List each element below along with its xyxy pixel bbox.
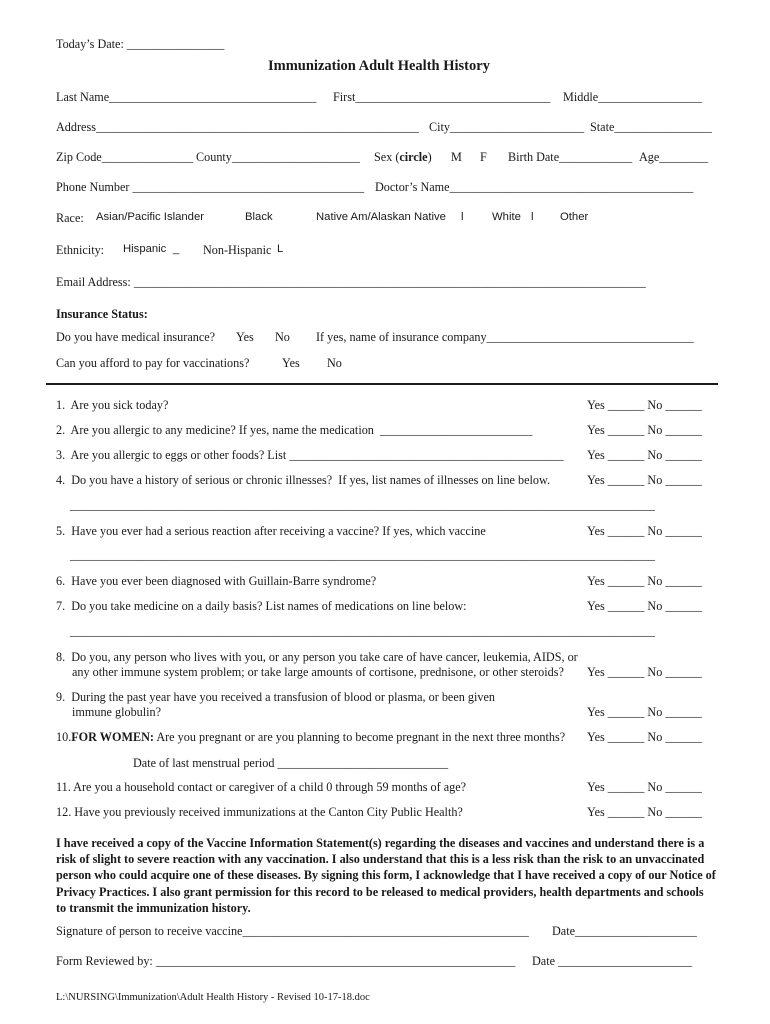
page-title: Immunization Adult Health History: [268, 58, 490, 74]
sex-option-f[interactable]: F: [480, 150, 487, 164]
medical-insurance-yes[interactable]: Yes: [236, 330, 254, 344]
sex-label-post: ): [427, 150, 432, 164]
question-2[interactable]: 2. Are you allergic to any medicine? If yes, name the medication _________________________: [56, 423, 533, 437]
question-10-for-women: FOR WOMEN:: [71, 730, 154, 744]
question-10-yes-no[interactable]: Yes ______ No ______: [587, 730, 702, 744]
question-7-answer-line[interactable]: ________________________________________________________________________________________________: [70, 624, 655, 638]
question-1: 1. Are you sick today?: [56, 398, 169, 412]
question-1-yes-no[interactable]: Yes ______ No ______: [587, 398, 702, 412]
signature-date-field[interactable]: Date____________________: [552, 924, 697, 938]
question-4: 4. Do you have a history of serious or chronic illnesses? If yes, list names of illnesses on line below.: [56, 473, 551, 487]
consent-statement: I have received a copy of the Vaccine Information Statement(s) regarding the diseases and vaccines and understand there is a risk of slight to severe reaction with any vaccination. I also understand that this is a less risk than the risk to an unvaccinated person who could acquire one of these diseases. By signing this form, I acknowledge that I have received a copy of our Notice of Privacy Practices. I also grant permission for this record to be released to medical providers, health departments and schools to transmit the immunization history.: [56, 836, 716, 915]
insurance-status-heading: Insurance Status:: [56, 307, 148, 321]
race-option-other[interactable]: Other: [560, 211, 589, 223]
race-option-asian-pacific-islander[interactable]: Asian/Pacific Islander: [96, 211, 204, 223]
insurance-company-field[interactable]: If yes, name of insurance company__________________________________: [316, 330, 694, 344]
question-6-yes-no[interactable]: Yes ______ No ______: [587, 574, 702, 588]
form-reviewed-by-field[interactable]: Form Reviewed by: ___________________________________________________________: [56, 954, 516, 968]
race-checkbox-white[interactable]: l: [531, 211, 534, 223]
question-4-yes-no[interactable]: Yes ______ No ______: [587, 473, 702, 487]
question-2-yes-no[interactable]: Yes ______ No ______: [587, 423, 702, 437]
race-label: Race:: [56, 211, 84, 225]
birth-date-field[interactable]: Birth Date____________: [508, 150, 633, 164]
first-name-field[interactable]: First________________________________: [333, 90, 551, 104]
medical-insurance-no[interactable]: No: [275, 330, 290, 344]
question-7: 7. Do you take medicine on a daily basis? List names of medications on line below:: [56, 599, 467, 613]
question-5-yes-no[interactable]: Yes ______ No ______: [587, 524, 702, 538]
middle-name-field[interactable]: Middle_________________: [563, 90, 702, 104]
question-7-yes-no[interactable]: Yes ______ No ______: [587, 599, 702, 613]
signature-field[interactable]: Signature of person to receive vaccine_______________________________________________: [56, 924, 529, 938]
question-6: 6. Have you ever been diagnosed with Guillain-Barre syndrome?: [56, 574, 377, 588]
last-name-field[interactable]: Last Name__________________________________: [56, 90, 317, 104]
sex-label-circle: circle: [399, 150, 428, 164]
state-field[interactable]: State________________: [590, 120, 712, 134]
question-8-line-1: 8. Do you, any person who lives with you, or any person you take care of have cancer, leukemia, AIDS, or: [56, 650, 578, 664]
question-10: [56, 731, 565, 743]
section-divider: [46, 383, 718, 385]
ethnicity-checkbox-hispanic[interactable]: _: [173, 243, 180, 255]
todays-date-field[interactable]: Today’s Date: ________________: [56, 37, 225, 51]
afford-vaccinations-question: Can you afford to pay for vaccinations?: [56, 356, 250, 370]
question-9-line-2: immune globulin?: [72, 705, 162, 719]
ethnicity-label: Ethnicity:: [56, 243, 105, 257]
race-option-black[interactable]: Black: [245, 211, 273, 223]
sex-option-m[interactable]: M: [451, 150, 462, 164]
question-4-answer-line[interactable]: ________________________________________________________________________________________________: [70, 498, 655, 512]
age-field[interactable]: Age________: [639, 150, 709, 164]
question-12-yes-no[interactable]: Yes ______ No ______: [587, 805, 702, 819]
afford-vaccinations-no[interactable]: No: [327, 356, 342, 370]
ethnicity-option-non-hispanic[interactable]: Non-Hispanic: [203, 243, 272, 257]
question-12: 12. Have you previously received immunizations at the Canton City Public Health?: [56, 805, 463, 819]
question-9-yes-no[interactable]: Yes ______ No ______: [587, 705, 702, 719]
medical-insurance-question: Do you have medical insurance?: [56, 330, 216, 344]
question-11: 11. Are you a household contact or caregiver of a child 0 through 59 months of age?: [56, 780, 467, 794]
race-checkbox-native-am[interactable]: l: [461, 211, 464, 223]
email-address-field[interactable]: Email Address: ____________________________________________________________________________________: [56, 275, 646, 289]
question-9-line-1: 9. During the past year have you received a transfusion of blood or plasma, or been given: [56, 690, 495, 704]
question-5: 5. Have you ever had a serious reaction after receiving a vaccine? If yes, which vaccine: [56, 524, 486, 538]
ethnicity-option-hispanic[interactable]: Hispanic: [123, 243, 167, 255]
county-field[interactable]: County_____________________: [196, 150, 360, 164]
ethnicity-checkbox-non-hispanic[interactable]: L: [277, 243, 284, 255]
footer-file-path: L:\NURSING\Immunization\Adult Health History - Revised 10-17-18.doc: [56, 992, 370, 1003]
afford-vaccinations-yes[interactable]: Yes: [282, 356, 300, 370]
question-5-answer-line[interactable]: ________________________________________________________________________________________________: [70, 548, 655, 562]
last-menstrual-period-field[interactable]: Date of last menstrual period ____________________________: [133, 756, 449, 770]
question-10-text: Are you pregnant or are you planning to become pregnant in the next three months?: [153, 730, 566, 744]
race-option-native-am-alaskan-native[interactable]: Native Am/Alaskan Native: [316, 211, 446, 223]
question-8-line-2: any other immune system problem; or take large amounts of cortisone, prednisone, or other steroids?: [72, 665, 564, 679]
sex-label-pre: Sex (: [374, 150, 400, 164]
race-option-white[interactable]: White: [492, 211, 521, 223]
question-3-yes-no[interactable]: Yes ______ No ______: [587, 448, 702, 462]
zip-code-field[interactable]: Zip Code_______________: [56, 150, 194, 164]
question-11-yes-no[interactable]: Yes ______ No ______: [587, 780, 702, 794]
doctor-name-field[interactable]: Doctor’s Name________________________________________: [375, 180, 694, 194]
reviewed-date-field[interactable]: Date ______________________: [532, 954, 693, 968]
city-field[interactable]: City______________________: [429, 120, 585, 134]
question-3[interactable]: 3. Are you allergic to eggs or other foods? List _____________________________________________: [56, 448, 564, 462]
phone-number-field[interactable]: Phone Number ______________________________________: [56, 180, 365, 194]
question-10-number: 10.: [56, 730, 72, 744]
question-8-yes-no[interactable]: Yes ______ No ______: [587, 665, 702, 679]
sex-label: [374, 151, 432, 163]
address-field[interactable]: Address_____________________________________________________: [56, 120, 419, 134]
